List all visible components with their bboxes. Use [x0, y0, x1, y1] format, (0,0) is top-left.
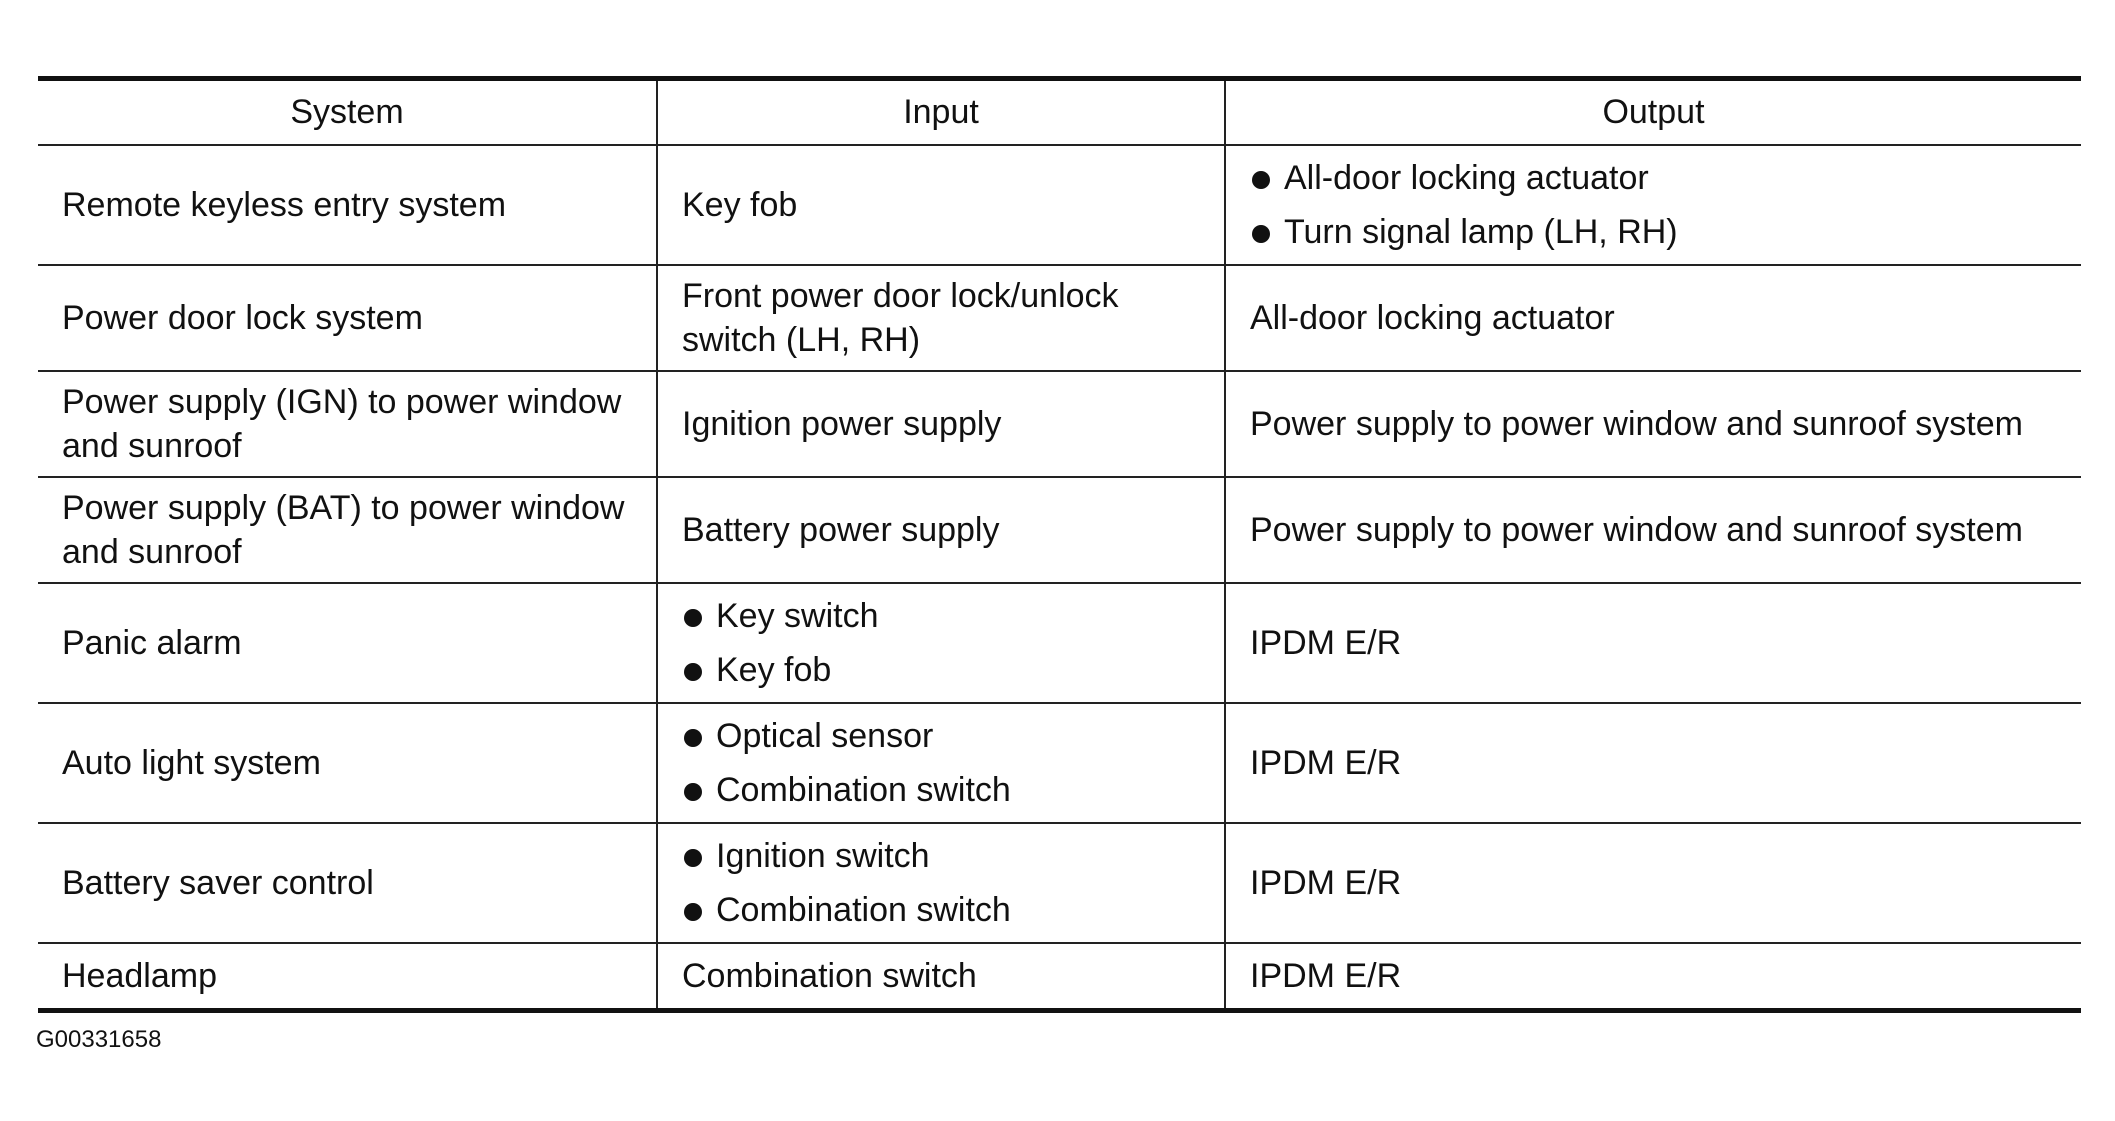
table-row: [38, 371, 2081, 477]
table-row: [38, 583, 2081, 703]
system-cell: Power door lock system: [38, 265, 657, 371]
bullet-icon: [684, 729, 702, 747]
input-cell: Front power door lock/unlock switch (LH, RH): [657, 265, 1225, 371]
list-item: [1250, 151, 2057, 205]
header-input: Input: [657, 79, 1225, 146]
input-item: Combination switch: [716, 771, 1011, 809]
system-io-table-container: [38, 76, 2081, 1013]
output-cell: Power supply to power window and sunroof system: [1225, 371, 2081, 477]
table-row: [38, 145, 2081, 265]
input-bullet-list: [682, 709, 1200, 818]
system-cell: Panic alarm: [38, 583, 657, 703]
output-cell: Power supply to power window and sunroof system: [1225, 477, 2081, 583]
input-cell: [657, 823, 1225, 943]
output-cell: All-door locking actuator: [1225, 265, 2081, 371]
system-cell: Power supply (IGN) to power window and sunroof: [38, 371, 657, 477]
output-item: Turn signal lamp (LH, RH): [1284, 213, 1678, 251]
output-cell: [1225, 145, 2081, 265]
list-item: [682, 589, 1200, 643]
system-cell: Auto light system: [38, 703, 657, 823]
table-row: [38, 265, 2081, 371]
table-header-row: [38, 79, 2081, 146]
bullet-icon: [684, 903, 702, 921]
input-cell: [657, 703, 1225, 823]
bullet-icon: [1252, 171, 1270, 189]
figure-id-label: G00331658: [36, 1026, 162, 1053]
bullet-icon: [684, 783, 702, 801]
system-cell: Remote keyless entry system: [38, 145, 657, 265]
output-bullet-list: [1250, 151, 2057, 260]
list-item: [682, 763, 1200, 817]
bullet-icon: [684, 663, 702, 681]
output-cell: IPDM E/R: [1225, 583, 2081, 703]
table-row: [38, 823, 2081, 943]
output-cell: IPDM E/R: [1225, 703, 2081, 823]
output-item: All-door locking actuator: [1284, 158, 1649, 197]
bullet-icon: [684, 609, 702, 627]
input-bullet-list: [682, 829, 1200, 938]
table-row: [38, 943, 2081, 1011]
input-cell: Key fob: [657, 145, 1225, 265]
system-cell: Headlamp: [62, 956, 217, 995]
list-item: [682, 643, 1200, 697]
input-cell: Battery power supply: [657, 477, 1225, 583]
input-item: Combination switch: [716, 891, 1011, 929]
system-cell: Battery saver control: [38, 823, 657, 943]
system-io-table: [38, 76, 2081, 1013]
input-cell: [657, 583, 1225, 703]
list-item: [682, 709, 1200, 763]
header-system: System: [38, 79, 657, 146]
table-row: [38, 703, 2081, 823]
list-item: [1250, 205, 2057, 259]
bullet-icon: [1252, 225, 1270, 243]
system-cell: Power supply (BAT) to power window and sunroof: [38, 477, 657, 583]
output-cell: IPDM E/R: [1225, 943, 2081, 1011]
input-cell: Combination switch: [657, 943, 1225, 1011]
header-output: Output: [1225, 79, 2081, 146]
input-item: Key switch: [716, 596, 879, 635]
input-bullet-list: [682, 589, 1200, 698]
input-item: Ignition switch: [716, 836, 930, 875]
list-item: [682, 883, 1200, 937]
input-item: Key fob: [716, 651, 832, 689]
table-row: [38, 477, 2081, 583]
input-item: Optical sensor: [716, 716, 934, 755]
output-cell: IPDM E/R: [1225, 823, 2081, 943]
input-cell: Ignition power supply: [657, 371, 1225, 477]
bullet-icon: [684, 849, 702, 867]
list-item: [682, 829, 1200, 883]
